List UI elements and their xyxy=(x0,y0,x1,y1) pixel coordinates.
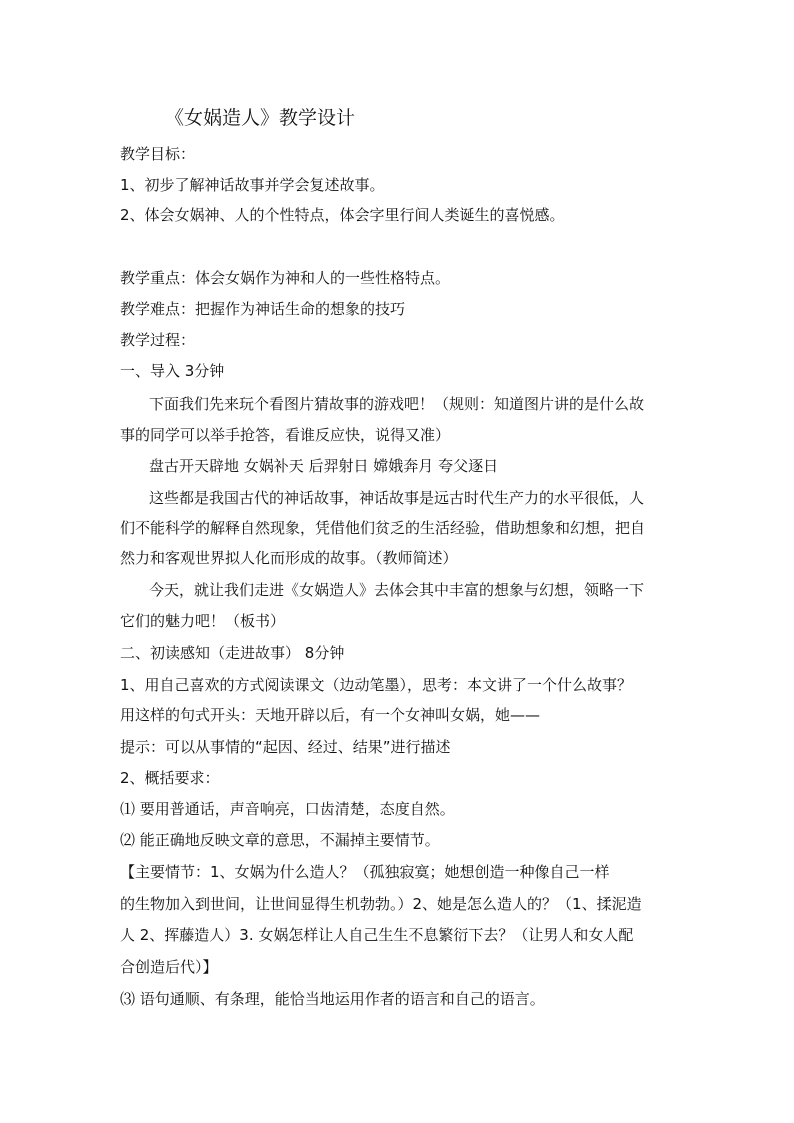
section-2-item-1-hint-1: 用这样的句式开头：天地开辟以后，有一个女神叫女娲，她—— xyxy=(120,706,541,724)
plot-line-4: 合创造后代）】 xyxy=(120,958,218,976)
document-title: 《女娲造人》教学设计 xyxy=(165,107,356,129)
section-2-item-2: 2、概括要求： xyxy=(120,769,220,787)
key-point: 教学重点：体会女娲作为神和人的一些性格特点。 xyxy=(120,269,451,287)
requirement-3: ⑶ 语句通顺、有条理，能恰当地运用作者的语言和自己的语言。 xyxy=(120,990,545,1008)
difficulty-point: 教学难点：把握作为神话生命的想象的技巧 xyxy=(120,300,406,318)
section-1-paragraph-3-line-2: 它们的魅力吧！（板书） xyxy=(120,612,286,630)
section-1-paragraph-1-line-1: 下面我们先来玩个看图片猜故事的游戏吧！（规则：知道图片讲的是什么故 xyxy=(149,395,645,413)
section-2-item-1: 1、用自己喜欢的方式阅读课文（边动笔墨），思考：本文讲了一个什么故事？ xyxy=(120,676,633,694)
plot-line-1: 【主要情节：1、女娲为什么造人？（孤独寂寞；她想创造一种像自己一样 xyxy=(120,863,610,881)
section-1-paragraph-2-line-2: 们不能科学的解释自然现象，凭借他们贫乏的生活经验，借助想象和幻想，把自 xyxy=(120,519,646,537)
section-1-story-list: 盘古开天辟地 女娲补天 后羿射日 嫦娥奔月 夸父逐日 xyxy=(149,457,499,475)
requirement-1: ⑴ 要用普通话，声音响亮，口齿清楚，态度自然。 xyxy=(120,800,455,818)
section-2-title: 二、初读感知（走进故事） 8分钟 xyxy=(120,644,345,662)
plot-line-2: 的生物加入到世间，让世间显得生机勃勃。）2、她是怎么造人的？（1、揉泥造 xyxy=(120,895,642,913)
goal-item-1: 1、初步了解神话故事并学会复述故事。 xyxy=(120,176,385,194)
section-1-paragraph-1-line-2: 事的同学可以举手抢答，看谁反应快，说得又准） xyxy=(120,426,451,444)
requirement-2: ⑵ 能正确地反映文章的意思，不漏掉主要情节。 xyxy=(120,831,440,849)
goal-item-2: 2、体会女娲神、人的个性特点，体会字里行间人类诞生的喜悦感。 xyxy=(120,206,565,224)
plot-line-3: 人 2、挥藤造人）3. 女娲怎样让人自己生生不息繁衍下去？（让男人和女人配 xyxy=(120,926,634,944)
section-1-paragraph-2-line-1: 这些都是我国古代的神话故事，神话故事是远古时代生产力的水平很低，人 xyxy=(149,489,645,507)
section-2-item-1-hint-2: 提示：可以从事情的“起因、经过、结果”进行描述 xyxy=(120,738,451,756)
process-label: 教学过程： xyxy=(120,331,196,349)
section-1-paragraph-2-line-3: 然力和客观世界拟人化而形成的故事。（教师简述） xyxy=(120,549,458,567)
section-1-title: 一、导入 3分钟 xyxy=(120,362,225,380)
section-1-paragraph-3-line-1: 今天，就让我们走进《女娲造人》去体会其中丰富的想象与幻想，领略一下 xyxy=(149,581,645,599)
goals-label: 教学目标： xyxy=(120,145,196,163)
